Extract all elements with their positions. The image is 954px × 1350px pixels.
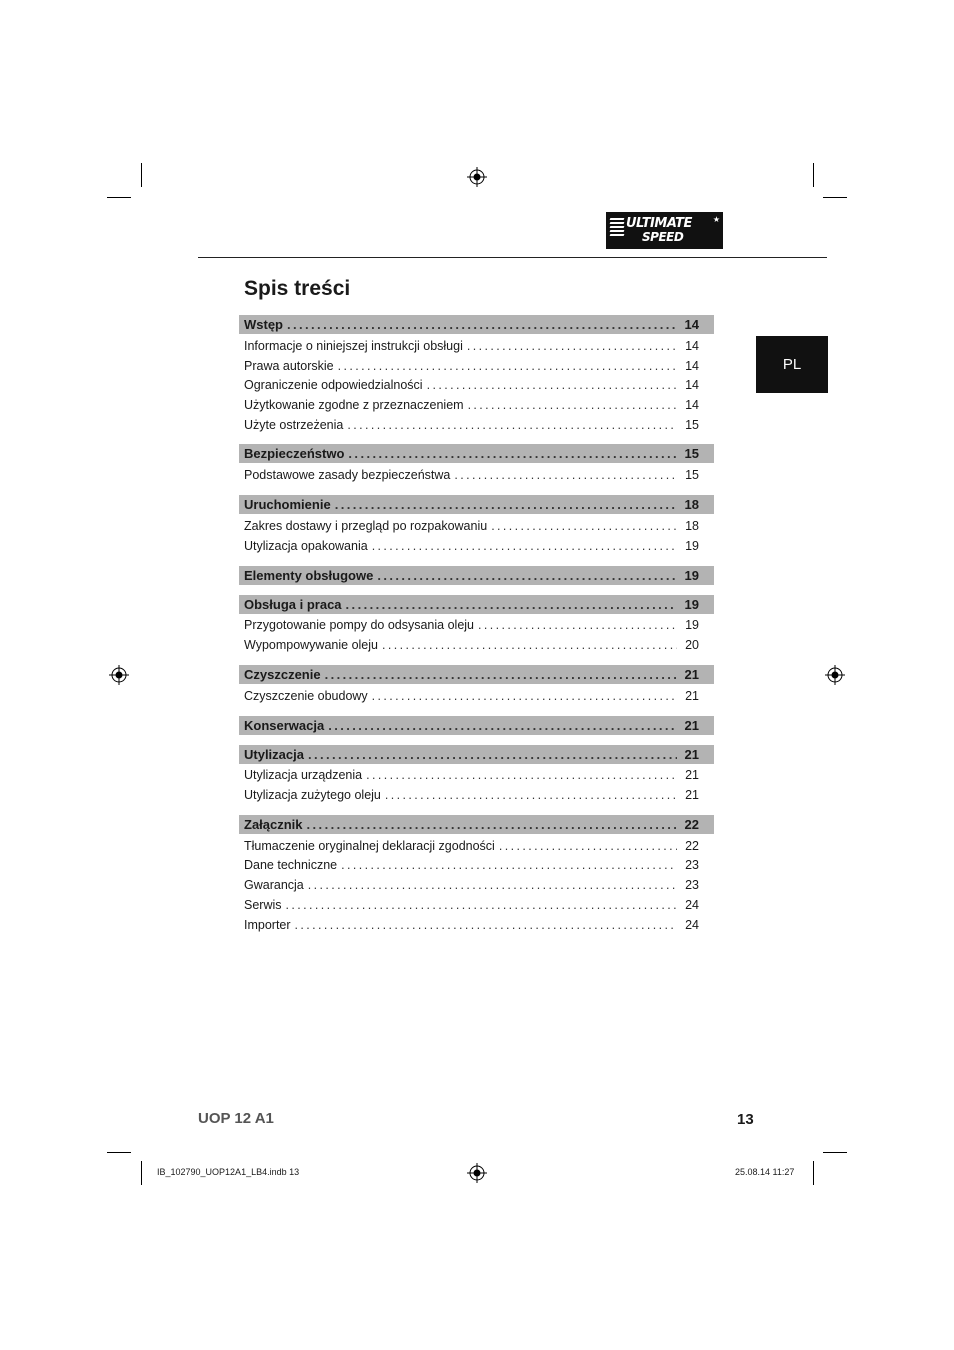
toc-leader	[478, 618, 677, 632]
registration-mark-icon	[467, 1163, 487, 1183]
crop-mark	[141, 163, 142, 187]
toc-leader	[295, 918, 677, 932]
toc-leader	[287, 317, 677, 332]
toc-entry-list	[239, 463, 714, 485]
crop-mark	[107, 1152, 131, 1153]
toc-section	[239, 566, 714, 585]
toc-entry-list	[239, 514, 714, 555]
toc-entry-label: Użyte ostrzeżenia	[244, 417, 344, 432]
toc-entry-list	[239, 334, 714, 434]
toc-entry-label: Zakres dostawy i przegląd po rozpakowaniu	[244, 518, 488, 533]
logo-stripes	[610, 218, 624, 242]
toc-section-page: 19	[684, 596, 699, 612]
toc-section-title: Czyszczenie	[244, 666, 321, 682]
toc-entry-page: 14	[685, 358, 699, 373]
toc-entry-page: 14	[685, 397, 699, 412]
crop-mark	[813, 163, 814, 187]
toc-entry	[239, 915, 714, 935]
toc-leader	[377, 568, 677, 583]
language-tab: PL	[756, 336, 828, 393]
toc-section	[239, 716, 714, 735]
crop-mark	[107, 197, 131, 198]
table-of-contents	[239, 315, 714, 944]
toc-leader	[338, 359, 677, 373]
toc-entry-label: Gwarancja	[244, 878, 304, 893]
toc-entry-page: 15	[685, 417, 699, 432]
toc-section-title: Wstęp	[244, 317, 283, 332]
page-title: Spis treści	[244, 277, 351, 300]
toc-section-page: 21	[684, 746, 699, 762]
toc-entry	[239, 875, 714, 895]
toc-leader	[348, 446, 677, 461]
brand-logo	[606, 212, 723, 249]
toc-section-page: 21	[684, 666, 699, 682]
footer-model: UOP 12 A1	[198, 1110, 274, 1127]
toc-leader	[308, 747, 677, 762]
toc-entry	[239, 536, 714, 556]
toc-entry-page: 15	[685, 468, 699, 483]
toc-entry-page: 18	[685, 518, 699, 533]
toc-leader	[346, 597, 677, 612]
toc-entry-page: 14	[685, 338, 699, 353]
toc-entry-label: Tłumaczenie oryginalnej deklaracji zgodności	[244, 838, 495, 853]
toc-leader	[341, 858, 677, 872]
toc-entry	[239, 895, 714, 915]
toc-entry-page: 22	[685, 838, 699, 853]
toc-entry	[239, 516, 714, 536]
toc-leader	[454, 468, 677, 482]
toc-entry	[239, 356, 714, 376]
toc-entry	[239, 785, 714, 805]
toc-entry-page: 19	[685, 618, 699, 633]
toc-section-page: 21	[684, 717, 699, 733]
toc-entry	[239, 395, 714, 415]
toc-entry	[239, 375, 714, 395]
toc-entry-label: Użytkowanie zgodne z przeznaczeniem	[244, 397, 464, 412]
toc-section-page: 15	[684, 446, 699, 462]
toc-entry-list	[239, 684, 714, 706]
toc-leader	[325, 667, 677, 682]
toc-entry-list	[239, 764, 714, 805]
toc-entry-page: 24	[685, 917, 699, 932]
toc-entry-label: Czyszczenie obudowy	[244, 688, 368, 703]
toc-entry	[239, 635, 714, 655]
toc-entry-label: Serwis	[244, 897, 282, 912]
toc-section	[239, 444, 714, 485]
logo-mark: ★	[712, 215, 720, 224]
toc-section-title: Uruchomienie	[244, 497, 331, 513]
print-slug-datetime: 25.08.14 11:27	[735, 1167, 795, 1177]
crop-mark	[813, 1161, 814, 1185]
toc-entry	[239, 686, 714, 706]
registration-mark-icon	[467, 167, 487, 187]
toc-entry-page: 21	[685, 788, 699, 803]
toc-entry-label: Utylizacja urządzenia	[244, 768, 363, 783]
registration-mark-icon	[109, 665, 129, 685]
toc-entry-label: Utylizacja opakowania	[244, 538, 368, 553]
toc-entry	[239, 465, 714, 485]
toc-leader	[468, 398, 677, 412]
toc-entry	[239, 856, 714, 876]
toc-leader	[366, 768, 677, 782]
logo-line-1: ULTIMATE	[626, 216, 692, 231]
toc-section-heading	[239, 566, 714, 585]
toc-entry	[239, 616, 714, 636]
toc-section-page: 19	[684, 567, 699, 583]
toc-entry-label: Podstawowe zasady bezpieczeństwa	[244, 468, 451, 483]
toc-section	[239, 665, 714, 706]
toc-section-heading	[239, 665, 714, 684]
toc-entry-page: 21	[685, 768, 699, 783]
toc-entry	[239, 836, 714, 856]
toc-entry-list	[239, 614, 714, 655]
toc-section	[239, 595, 714, 655]
footer-page-number: 13	[737, 1111, 754, 1128]
toc-entry	[239, 336, 714, 356]
toc-leader	[335, 497, 677, 512]
toc-section-heading	[239, 595, 714, 614]
toc-leader	[328, 718, 677, 733]
toc-entry-label: Ograniczenie odpowiedzialności	[244, 378, 423, 393]
toc-section-heading	[239, 315, 714, 334]
toc-section-title: Konserwacja	[244, 717, 325, 733]
toc-section-page: 14	[684, 317, 699, 332]
toc-section-page: 18	[684, 497, 699, 513]
toc-section	[239, 745, 714, 805]
crop-mark	[823, 1152, 847, 1153]
logo-line-2: SPEED	[642, 230, 684, 244]
toc-section-title: Obsługa i praca	[244, 596, 342, 612]
toc-entry-page: 20	[685, 638, 699, 653]
registration-mark-icon	[825, 665, 845, 685]
toc-entry-list	[239, 834, 714, 934]
toc-section-heading	[239, 745, 714, 764]
toc-section-heading	[239, 444, 714, 463]
toc-entry-label: Dane techniczne	[244, 858, 338, 873]
crop-mark	[141, 1161, 142, 1185]
toc-entry-page: 24	[685, 897, 699, 912]
header-rule	[198, 257, 827, 258]
toc-entry	[239, 766, 714, 786]
toc-leader	[385, 788, 677, 802]
toc-leader	[372, 539, 677, 553]
toc-entry-page: 23	[685, 878, 699, 893]
toc-section-heading	[239, 815, 714, 834]
toc-entry-label: Informacje o niniejszej instrukcji obsługi	[244, 338, 463, 353]
toc-leader	[307, 817, 677, 832]
toc-entry-label: Wypompowywanie oleju	[244, 638, 378, 653]
toc-section-heading	[239, 495, 714, 514]
toc-section-title: Utylizacja	[244, 746, 304, 762]
toc-entry-label: Utylizacja zużytego oleju	[244, 788, 381, 803]
toc-entry-label: Przygotowanie pompy do odsysania oleju	[244, 618, 474, 633]
toc-section	[239, 495, 714, 555]
toc-leader	[499, 839, 677, 853]
toc-section-title: Załącznik	[244, 816, 303, 832]
toc-entry-label: Prawa autorskie	[244, 358, 334, 373]
toc-leader	[382, 638, 677, 652]
toc-entry-page: 14	[685, 378, 699, 393]
crop-mark	[823, 197, 847, 198]
toc-section	[239, 815, 714, 934]
print-slug-file: IB_102790_UOP12A1_LB4.indb 13	[157, 1167, 300, 1177]
toc-leader	[491, 519, 677, 533]
toc-entry-label: Importer	[244, 917, 291, 932]
toc-entry-page: 19	[685, 538, 699, 553]
toc-leader	[347, 418, 677, 432]
toc-leader	[286, 898, 677, 912]
toc-entry	[239, 415, 714, 435]
toc-entry-page: 21	[685, 688, 699, 703]
toc-section-heading	[239, 716, 714, 735]
toc-leader	[308, 878, 677, 892]
toc-leader	[427, 378, 677, 392]
toc-section-page: 22	[684, 816, 699, 832]
toc-leader	[372, 689, 677, 703]
toc-leader	[467, 339, 677, 353]
toc-section	[239, 315, 714, 434]
toc-section-title: Elementy obsługowe	[244, 567, 374, 583]
toc-section-title: Bezpieczeństwo	[244, 446, 345, 462]
toc-entry-page: 23	[685, 858, 699, 873]
